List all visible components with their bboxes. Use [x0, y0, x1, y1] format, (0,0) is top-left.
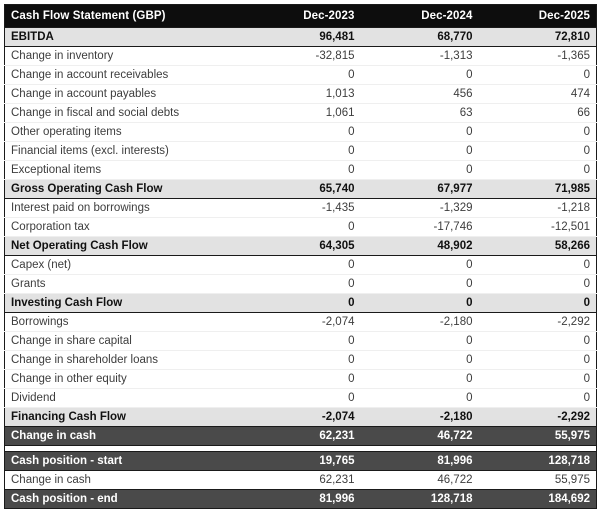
row-value-1: 1,013	[243, 85, 361, 104]
table-row	[5, 85, 597, 104]
row-value-2: -1,313	[361, 47, 479, 66]
row-value-1: 65,740	[243, 180, 361, 199]
row-value-2: 68,770	[361, 28, 479, 47]
row-value-1: 0	[243, 389, 361, 408]
row-value-2: 0	[361, 370, 479, 389]
row-label: Corporation tax	[5, 218, 243, 237]
table-row	[5, 142, 597, 161]
row-label: Financing Cash Flow	[5, 408, 243, 427]
row-value-3: 0	[479, 389, 597, 408]
row-value-1: 0	[243, 294, 361, 313]
row-value-1: 0	[243, 161, 361, 180]
row-value-3: 58,266	[479, 237, 597, 256]
row-label: Change in inventory	[5, 47, 243, 66]
table-row	[5, 256, 597, 275]
table-row-subtotal	[5, 408, 597, 427]
table-row-dark	[5, 452, 597, 471]
row-value-3: 128,718	[479, 452, 597, 471]
row-label: Dividend	[5, 389, 243, 408]
row-value-3: 0	[479, 123, 597, 142]
row-value-3: 0	[479, 66, 597, 85]
row-value-1: -32,815	[243, 47, 361, 66]
table-row-subtotal	[5, 28, 597, 47]
row-value-2: 128,718	[361, 490, 479, 509]
row-value-2: 81,996	[361, 452, 479, 471]
table-row-subtotal	[5, 237, 597, 256]
table-header	[5, 5, 597, 28]
row-value-3: 0	[479, 275, 597, 294]
row-label: Cash position - start	[5, 452, 243, 471]
row-label: Capex (net)	[5, 256, 243, 275]
row-value-2: -2,180	[361, 313, 479, 332]
row-label: Financial items (excl. interests)	[5, 142, 243, 161]
table-row-dark	[5, 427, 597, 446]
row-value-1: -2,074	[243, 408, 361, 427]
row-label: Change in cash	[5, 427, 243, 446]
row-value-1: -2,074	[243, 313, 361, 332]
row-value-3: 55,975	[479, 471, 597, 490]
row-value-2: 0	[361, 351, 479, 370]
row-value-1: 0	[243, 275, 361, 294]
row-value-3: -2,292	[479, 408, 597, 427]
column-header-3: Dec-2025	[479, 5, 597, 28]
row-value-3: 474	[479, 85, 597, 104]
row-value-3: 0	[479, 142, 597, 161]
row-value-1: 0	[243, 256, 361, 275]
row-label: Grants	[5, 275, 243, 294]
row-label: Gross Operating Cash Flow	[5, 180, 243, 199]
row-value-3: -12,501	[479, 218, 597, 237]
row-value-1: 0	[243, 66, 361, 85]
row-value-3: 66	[479, 104, 597, 123]
table-row	[5, 47, 597, 66]
row-value-3: 0	[479, 370, 597, 389]
table-row	[5, 351, 597, 370]
row-label: EBITDA	[5, 28, 243, 47]
row-value-3: 72,810	[479, 28, 597, 47]
row-value-3: -1,365	[479, 47, 597, 66]
row-value-1: 96,481	[243, 28, 361, 47]
row-label: Other operating items	[5, 123, 243, 142]
row-value-2: -1,329	[361, 199, 479, 218]
row-label: Change in share capital	[5, 332, 243, 351]
row-value-1: 0	[243, 123, 361, 142]
row-label: Cash position - end	[5, 490, 243, 509]
row-value-2: 63	[361, 104, 479, 123]
table-row	[5, 199, 597, 218]
row-value-1: 0	[243, 218, 361, 237]
row-label: Change in shareholder loans	[5, 351, 243, 370]
row-value-1: 0	[243, 142, 361, 161]
row-label: Interest paid on borrowings	[5, 199, 243, 218]
row-value-2: 0	[361, 294, 479, 313]
row-value-3: 0	[479, 351, 597, 370]
row-value-3: 184,692	[479, 490, 597, 509]
row-label: Net Operating Cash Flow	[5, 237, 243, 256]
row-value-1: -1,435	[243, 199, 361, 218]
table-row-subtotal	[5, 294, 597, 313]
row-value-2: 67,977	[361, 180, 479, 199]
row-value-2: 0	[361, 161, 479, 180]
row-value-2: 0	[361, 66, 479, 85]
table-row	[5, 218, 597, 237]
row-value-2: 0	[361, 123, 479, 142]
row-value-3: 55,975	[479, 427, 597, 446]
row-value-2: 0	[361, 275, 479, 294]
row-value-1: 0	[243, 332, 361, 351]
column-header-1: Dec-2023	[243, 5, 361, 28]
row-label: Borrowings	[5, 313, 243, 332]
table-row	[5, 389, 597, 408]
row-label: Change in account payables	[5, 85, 243, 104]
row-value-1: 0	[243, 351, 361, 370]
row-value-2: 0	[361, 332, 479, 351]
row-value-1: 64,305	[243, 237, 361, 256]
row-value-1: 0	[243, 370, 361, 389]
row-label: Change in other equity	[5, 370, 243, 389]
table-row-subtotal	[5, 180, 597, 199]
table-title-cell: Cash Flow Statement (GBP)	[5, 5, 243, 28]
table-header-row	[5, 5, 597, 28]
table-row	[5, 161, 597, 180]
row-value-3: 0	[479, 294, 597, 313]
table-row	[5, 66, 597, 85]
row-value-2: 0	[361, 256, 479, 275]
table-row	[5, 104, 597, 123]
row-label: Exceptional items	[5, 161, 243, 180]
table-row	[5, 332, 597, 351]
row-value-3: 0	[479, 161, 597, 180]
row-value-3: -2,292	[479, 313, 597, 332]
row-label: Investing Cash Flow	[5, 294, 243, 313]
table-row	[5, 123, 597, 142]
row-value-2: 0	[361, 142, 479, 161]
row-value-1: 19,765	[243, 452, 361, 471]
row-value-2: -17,746	[361, 218, 479, 237]
row-value-2: 48,902	[361, 237, 479, 256]
table-row-light	[5, 471, 597, 490]
row-value-1: 1,061	[243, 104, 361, 123]
table-body	[5, 28, 597, 509]
row-value-2: 46,722	[361, 471, 479, 490]
row-label: Change in account receivables	[5, 66, 243, 85]
row-label: Change in fiscal and social debts	[5, 104, 243, 123]
row-value-3: 0	[479, 256, 597, 275]
row-value-1: 62,231	[243, 427, 361, 446]
row-value-2: 456	[361, 85, 479, 104]
cash-flow-table	[4, 4, 597, 509]
row-value-3: -1,218	[479, 199, 597, 218]
row-value-1: 81,996	[243, 490, 361, 509]
row-value-3: 71,985	[479, 180, 597, 199]
table-row	[5, 275, 597, 294]
table-row	[5, 313, 597, 332]
column-header-2: Dec-2024	[361, 5, 479, 28]
row-value-1: 62,231	[243, 471, 361, 490]
table-row-dark	[5, 490, 597, 509]
row-value-3: 0	[479, 332, 597, 351]
table-row	[5, 370, 597, 389]
row-value-2: 46,722	[361, 427, 479, 446]
row-label: Change in cash	[5, 471, 243, 490]
row-value-2: -2,180	[361, 408, 479, 427]
row-value-2: 0	[361, 389, 479, 408]
